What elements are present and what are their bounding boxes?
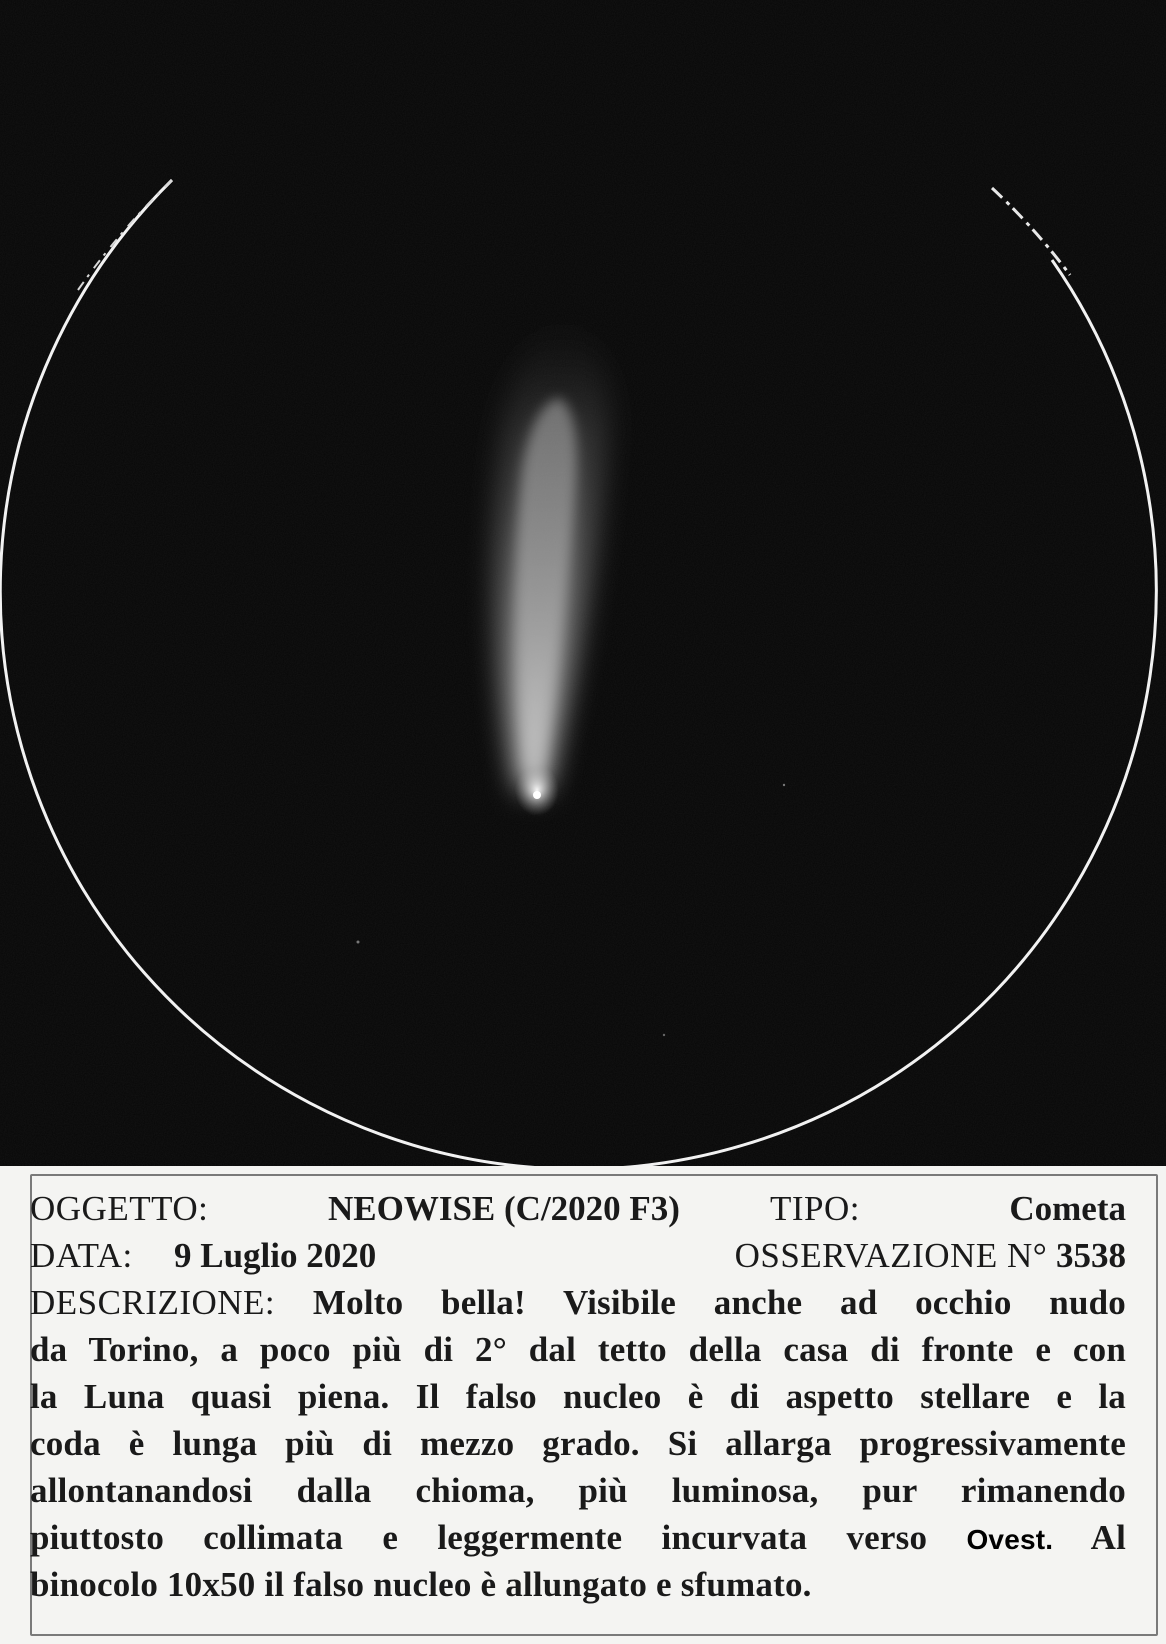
descrizione-line-6 bbox=[30, 1514, 1126, 1561]
osservazione-value: 3538 bbox=[1056, 1236, 1126, 1275]
descrizione-text-1: Molto bella! Visibile anche ad occhio nudo bbox=[312, 1283, 1126, 1322]
oggetto-label: OGGETTO: bbox=[30, 1189, 209, 1228]
descrizione-line-3: la Luna quasi piena. Il falso nucleo è di aspetto stellare e la bbox=[30, 1377, 1126, 1416]
descrizione-line-1 bbox=[30, 1279, 1126, 1326]
data-value: 9 Luglio 2020 bbox=[174, 1236, 377, 1275]
observation-card bbox=[0, 1166, 1166, 1644]
descrizione-line-7: binocolo 10x50 il falso nucleo è allungato e sfumato. bbox=[30, 1565, 812, 1604]
descrizione-line-4: coda è lunga più di mezzo grado. Si allarga progressivamente bbox=[30, 1424, 1126, 1463]
descrizione-label: DESCRIZIONE: bbox=[30, 1283, 276, 1322]
oggetto-value: NEOWISE (C/2020 F3) bbox=[328, 1189, 680, 1228]
comet-nucleus bbox=[515, 764, 559, 816]
descrizione-text-6: piuttosto collimata e leggermente incurvata verso bbox=[30, 1518, 928, 1557]
osservazione-label: OSSERVAZIONE N° bbox=[734, 1236, 1048, 1275]
speck bbox=[783, 784, 785, 786]
descrizione-text-6b: Al bbox=[1090, 1518, 1126, 1557]
tipo-value: Cometa bbox=[1009, 1189, 1126, 1228]
card-text bbox=[30, 1185, 1126, 1608]
osservazione bbox=[735, 1232, 1126, 1279]
tipo-label: TIPO: bbox=[770, 1189, 860, 1228]
row-oggetto bbox=[30, 1185, 1126, 1232]
comet-nucleus-star bbox=[533, 791, 541, 799]
ovest-label: Ovest. bbox=[966, 1524, 1054, 1555]
speck bbox=[357, 941, 360, 944]
descrizione-line-2: da Torino, a poco più di 2° dal tetto della casa di fronte e con bbox=[30, 1330, 1126, 1369]
speck bbox=[663, 1034, 665, 1036]
descrizione-line-5: allontanandosi dalla chioma, più luminosa, pur rimanendo bbox=[30, 1471, 1126, 1510]
data-label: DATA: bbox=[30, 1236, 133, 1275]
row-data bbox=[30, 1232, 1126, 1279]
